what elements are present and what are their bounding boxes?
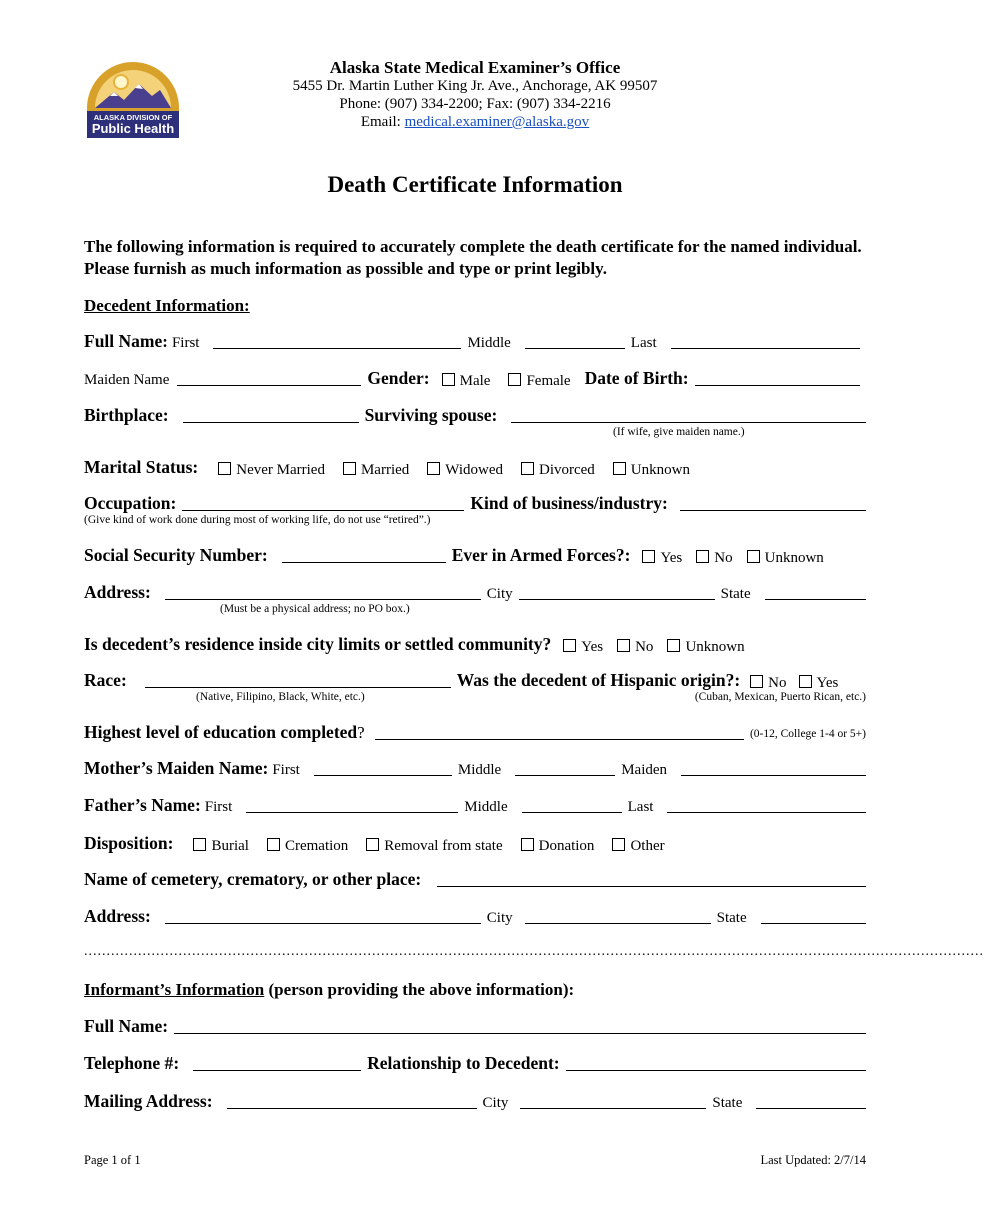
donation-label: Donation <box>538 838 595 854</box>
father-label: Father’s Name <box>84 795 195 815</box>
marital-widowed-checkbox[interactable] <box>427 462 440 475</box>
colon: : <box>144 582 151 602</box>
gender-female-checkbox[interactable] <box>508 373 521 386</box>
dob-field[interactable] <box>695 367 860 386</box>
armed-yes-label: Yes <box>660 550 683 566</box>
disposition-burial-checkbox[interactable] <box>193 838 206 851</box>
informant-address-row <box>84 1086 866 1112</box>
marital-unknown-label: Unknown <box>630 462 690 478</box>
disposition-address-row <box>84 901 866 927</box>
mailing-state-label: State <box>712 1095 743 1111</box>
cemetery-row <box>84 864 866 890</box>
mother-label: Mother’s Maiden Name <box>84 758 263 778</box>
gender-label: Gender <box>367 368 424 388</box>
spouse-label: Surviving spouse <box>364 405 492 425</box>
address-row <box>84 577 866 603</box>
never-married-label: Never Married <box>236 462 325 478</box>
city2-field[interactable] <box>525 905 711 924</box>
marital-married-checkbox[interactable] <box>343 462 356 475</box>
disposition-removal-checkbox[interactable] <box>366 838 379 851</box>
informant-heading-suffix: (person providing the above information): <box>264 980 575 999</box>
ssn-field[interactable] <box>282 544 446 563</box>
hispanic-label: Was the decedent of Hispanic origin? <box>456 670 735 690</box>
colon: : <box>206 1091 213 1111</box>
colon: : <box>192 457 199 477</box>
informant-heading <box>84 980 574 1000</box>
mailing-state-field[interactable] <box>756 1090 866 1109</box>
hispanic-no-checkbox[interactable] <box>750 675 763 688</box>
maiden-name-label: Maiden Name <box>84 372 170 388</box>
marital-label: Marital Status <box>84 457 193 477</box>
mailing-city-label: City <box>482 1095 509 1111</box>
full-name-row <box>84 326 866 352</box>
residence-row <box>84 629 866 655</box>
informant-name-label: Full Name <box>84 1016 163 1036</box>
page-title: Death Certificate Information <box>327 172 623 197</box>
colon: : <box>173 1053 180 1073</box>
address2-label: Address <box>84 906 145 926</box>
colon: : <box>194 795 201 815</box>
education-label: Highest level of education completed <box>84 722 358 742</box>
residence-yes-checkbox[interactable] <box>563 639 576 652</box>
armed-no-label: No <box>714 550 733 566</box>
dotted-separator: ........................................................................................................................................................................................................ <box>84 944 984 959</box>
male-label: Male <box>459 373 491 389</box>
city2-label: City <box>486 910 513 926</box>
maiden-gender-row <box>84 363 866 389</box>
informant-heading-label: Informant’s Information <box>84 980 265 999</box>
occupation-note: (Give kind of work done during most of working life, do not use “retired”.) <box>84 514 431 526</box>
logo-title: Public Health <box>91 121 175 136</box>
colon: : <box>162 332 168 351</box>
colon: : <box>682 368 689 388</box>
org-phone-fax: Phone: (907) 334-2200; Fax: (907) 334-2216 <box>339 96 611 112</box>
informant-name-row <box>84 1011 866 1037</box>
business-label: Kind of business/industry <box>470 493 662 513</box>
race-label: Race <box>84 670 121 690</box>
father-last-label: Last <box>627 799 654 815</box>
mother-maiden-label: Maiden <box>621 762 668 778</box>
widowed-label: Widowed <box>445 462 503 478</box>
disposition-cremation-checkbox[interactable] <box>267 838 280 851</box>
father-first-field[interactable] <box>246 794 458 813</box>
occupation-row <box>84 488 866 514</box>
disposition-row <box>84 828 866 854</box>
race-field[interactable] <box>145 669 451 688</box>
telephone-field[interactable] <box>193 1052 361 1071</box>
mother-first-field[interactable] <box>314 757 452 776</box>
colon: : <box>144 906 151 926</box>
email-label: Email: <box>360 114 405 130</box>
armed-forces-label: Ever in Armed Forces? <box>451 545 625 565</box>
middle-label: Middle <box>467 335 511 351</box>
colon: : <box>415 869 422 889</box>
hispanic-yes-checkbox[interactable] <box>799 675 812 688</box>
full-name-label: Full Name <box>84 331 163 351</box>
hispanic-no-label: No <box>768 675 787 691</box>
cemetery-field[interactable] <box>437 868 866 887</box>
qmark: ? <box>357 723 365 742</box>
state-label: State <box>720 586 751 602</box>
hispanic-yes-label: Yes <box>816 675 839 691</box>
hispanic-note: (Cuban, Mexican, Puerto Rican, etc.) <box>694 691 866 703</box>
ssn-label: Social Security Number <box>84 545 262 565</box>
disposition-donation-checkbox[interactable] <box>521 838 534 851</box>
address2-field[interactable] <box>165 905 481 924</box>
education-note: (0-12, College 1-4 or 5+) <box>749 728 866 740</box>
colon: : <box>491 405 498 425</box>
occupation-field[interactable] <box>182 492 464 511</box>
education-field[interactable] <box>375 721 744 740</box>
mother-row <box>84 753 866 779</box>
state2-label: State <box>716 910 747 926</box>
burial-label: Burial <box>211 838 249 854</box>
father-middle-label: Middle <box>464 799 508 815</box>
birthplace-row <box>84 400 866 426</box>
relationship-label: Relationship to Decedent <box>367 1053 554 1073</box>
marital-row <box>84 452 866 478</box>
intro-text: The following information is required to accurately complete the death certificate for the named individual. Please furnish as much information as possible and type or print legibly. <box>84 237 862 278</box>
mother-middle-field[interactable] <box>515 757 615 776</box>
residence-unknown-checkbox[interactable] <box>667 639 680 652</box>
org-name: Alaska State Medical Examiner’s Office <box>329 58 621 77</box>
colon: : <box>734 670 741 690</box>
father-middle-field[interactable] <box>522 794 622 813</box>
spouse-field[interactable] <box>511 404 866 423</box>
maiden-name-field[interactable] <box>177 367 361 386</box>
gender-male-checkbox[interactable] <box>442 373 455 386</box>
disposition-other-checkbox[interactable] <box>612 838 625 851</box>
marital-divorced-checkbox[interactable] <box>521 462 534 475</box>
birthplace-label: Birthplace <box>84 405 163 425</box>
colon: : <box>624 545 631 565</box>
dob-label: Date of Birth <box>584 368 683 388</box>
residence-no-label: No <box>635 639 654 655</box>
father-last-field[interactable] <box>667 794 866 813</box>
mother-maiden-field[interactable] <box>681 757 866 776</box>
middle-name-field[interactable] <box>525 330 625 349</box>
mother-middle-label: Middle <box>457 762 502 778</box>
colon: : <box>120 670 127 690</box>
colon: : <box>261 545 268 565</box>
armed-unknown-checkbox[interactable] <box>747 550 760 563</box>
married-label: Married <box>360 462 410 478</box>
colon: : <box>162 1016 169 1036</box>
armed-unknown-label: Unknown <box>764 550 824 566</box>
mailing-address-field[interactable] <box>227 1090 477 1109</box>
residence-label: Is decedent’s residence inside city limits or settled community? <box>84 634 552 654</box>
female-label: Female <box>526 373 571 389</box>
occupation-label: Occupation <box>84 493 171 513</box>
mother-first-label: First <box>272 762 300 778</box>
colon: : <box>553 1053 560 1073</box>
cremation-label: Cremation <box>284 838 349 854</box>
marital-unknown-checkbox[interactable] <box>613 462 626 475</box>
removal-label: Removal from state <box>384 838 503 854</box>
email-link[interactable]: medical.examiner@alaska.gov <box>404 114 590 130</box>
armed-yes-checkbox[interactable] <box>642 550 655 563</box>
state-field[interactable] <box>765 581 866 600</box>
colon: : <box>162 405 169 425</box>
address-label: Address <box>84 582 145 602</box>
father-first-label: First <box>204 799 233 815</box>
informant-name-field[interactable] <box>174 1015 866 1034</box>
disposition-label: Disposition: <box>84 833 174 853</box>
birthplace-field[interactable] <box>183 404 359 423</box>
other-label: Other <box>630 838 665 854</box>
divorced-label: Divorced <box>538 462 595 478</box>
colon: : <box>661 493 668 513</box>
residence-no-checkbox[interactable] <box>617 639 630 652</box>
last-updated: Last Updated: 2/7/14 <box>760 1153 866 1167</box>
decedent-heading: Decedent Information: <box>84 296 250 315</box>
state2-field[interactable] <box>761 905 866 924</box>
father-row <box>84 790 866 816</box>
cemetery-label: Name of cemetery, crematory, or other place <box>84 869 416 889</box>
address-field[interactable] <box>165 581 481 600</box>
city-label: City <box>486 586 513 602</box>
address-note: (Must be a physical address; no PO box.) <box>220 603 410 615</box>
armed-no-checkbox[interactable] <box>696 550 709 563</box>
city-field[interactable] <box>519 581 715 600</box>
ssn-row <box>84 540 866 566</box>
relationship-field[interactable] <box>566 1052 866 1071</box>
residence-yes-label: Yes <box>581 639 604 655</box>
telephone-label: Telephone # <box>84 1053 174 1073</box>
business-field[interactable] <box>680 492 866 511</box>
first-label: First <box>171 335 200 351</box>
org-email-line <box>0 114 950 131</box>
mailing-address-label: Mailing Address <box>84 1091 207 1111</box>
colon: : <box>262 758 269 778</box>
org-address: 5455 Dr. Martin Luther King Jr. Ave., Anchorage, AK 99507 <box>292 78 658 94</box>
informant-phone-row <box>84 1048 866 1074</box>
residence-unknown-label: Unknown <box>685 639 745 655</box>
education-row <box>84 717 866 743</box>
colon: : <box>170 493 177 513</box>
marital-never-married-checkbox[interactable] <box>218 462 231 475</box>
logo-subtitle: ALASKA DIVISION OF <box>93 113 173 122</box>
colon: : <box>423 368 430 388</box>
first-name-field[interactable] <box>213 330 461 349</box>
last-name-field[interactable] <box>671 330 860 349</box>
race-note: (Native, Filipino, Black, White, etc.) <box>196 691 365 703</box>
spouse-note: (If wife, give maiden name.) <box>613 426 745 438</box>
mailing-city-field[interactable] <box>520 1090 706 1109</box>
last-label: Last <box>630 335 657 351</box>
race-row <box>84 665 866 691</box>
page-number: Page 1 of 1 <box>84 1153 141 1167</box>
